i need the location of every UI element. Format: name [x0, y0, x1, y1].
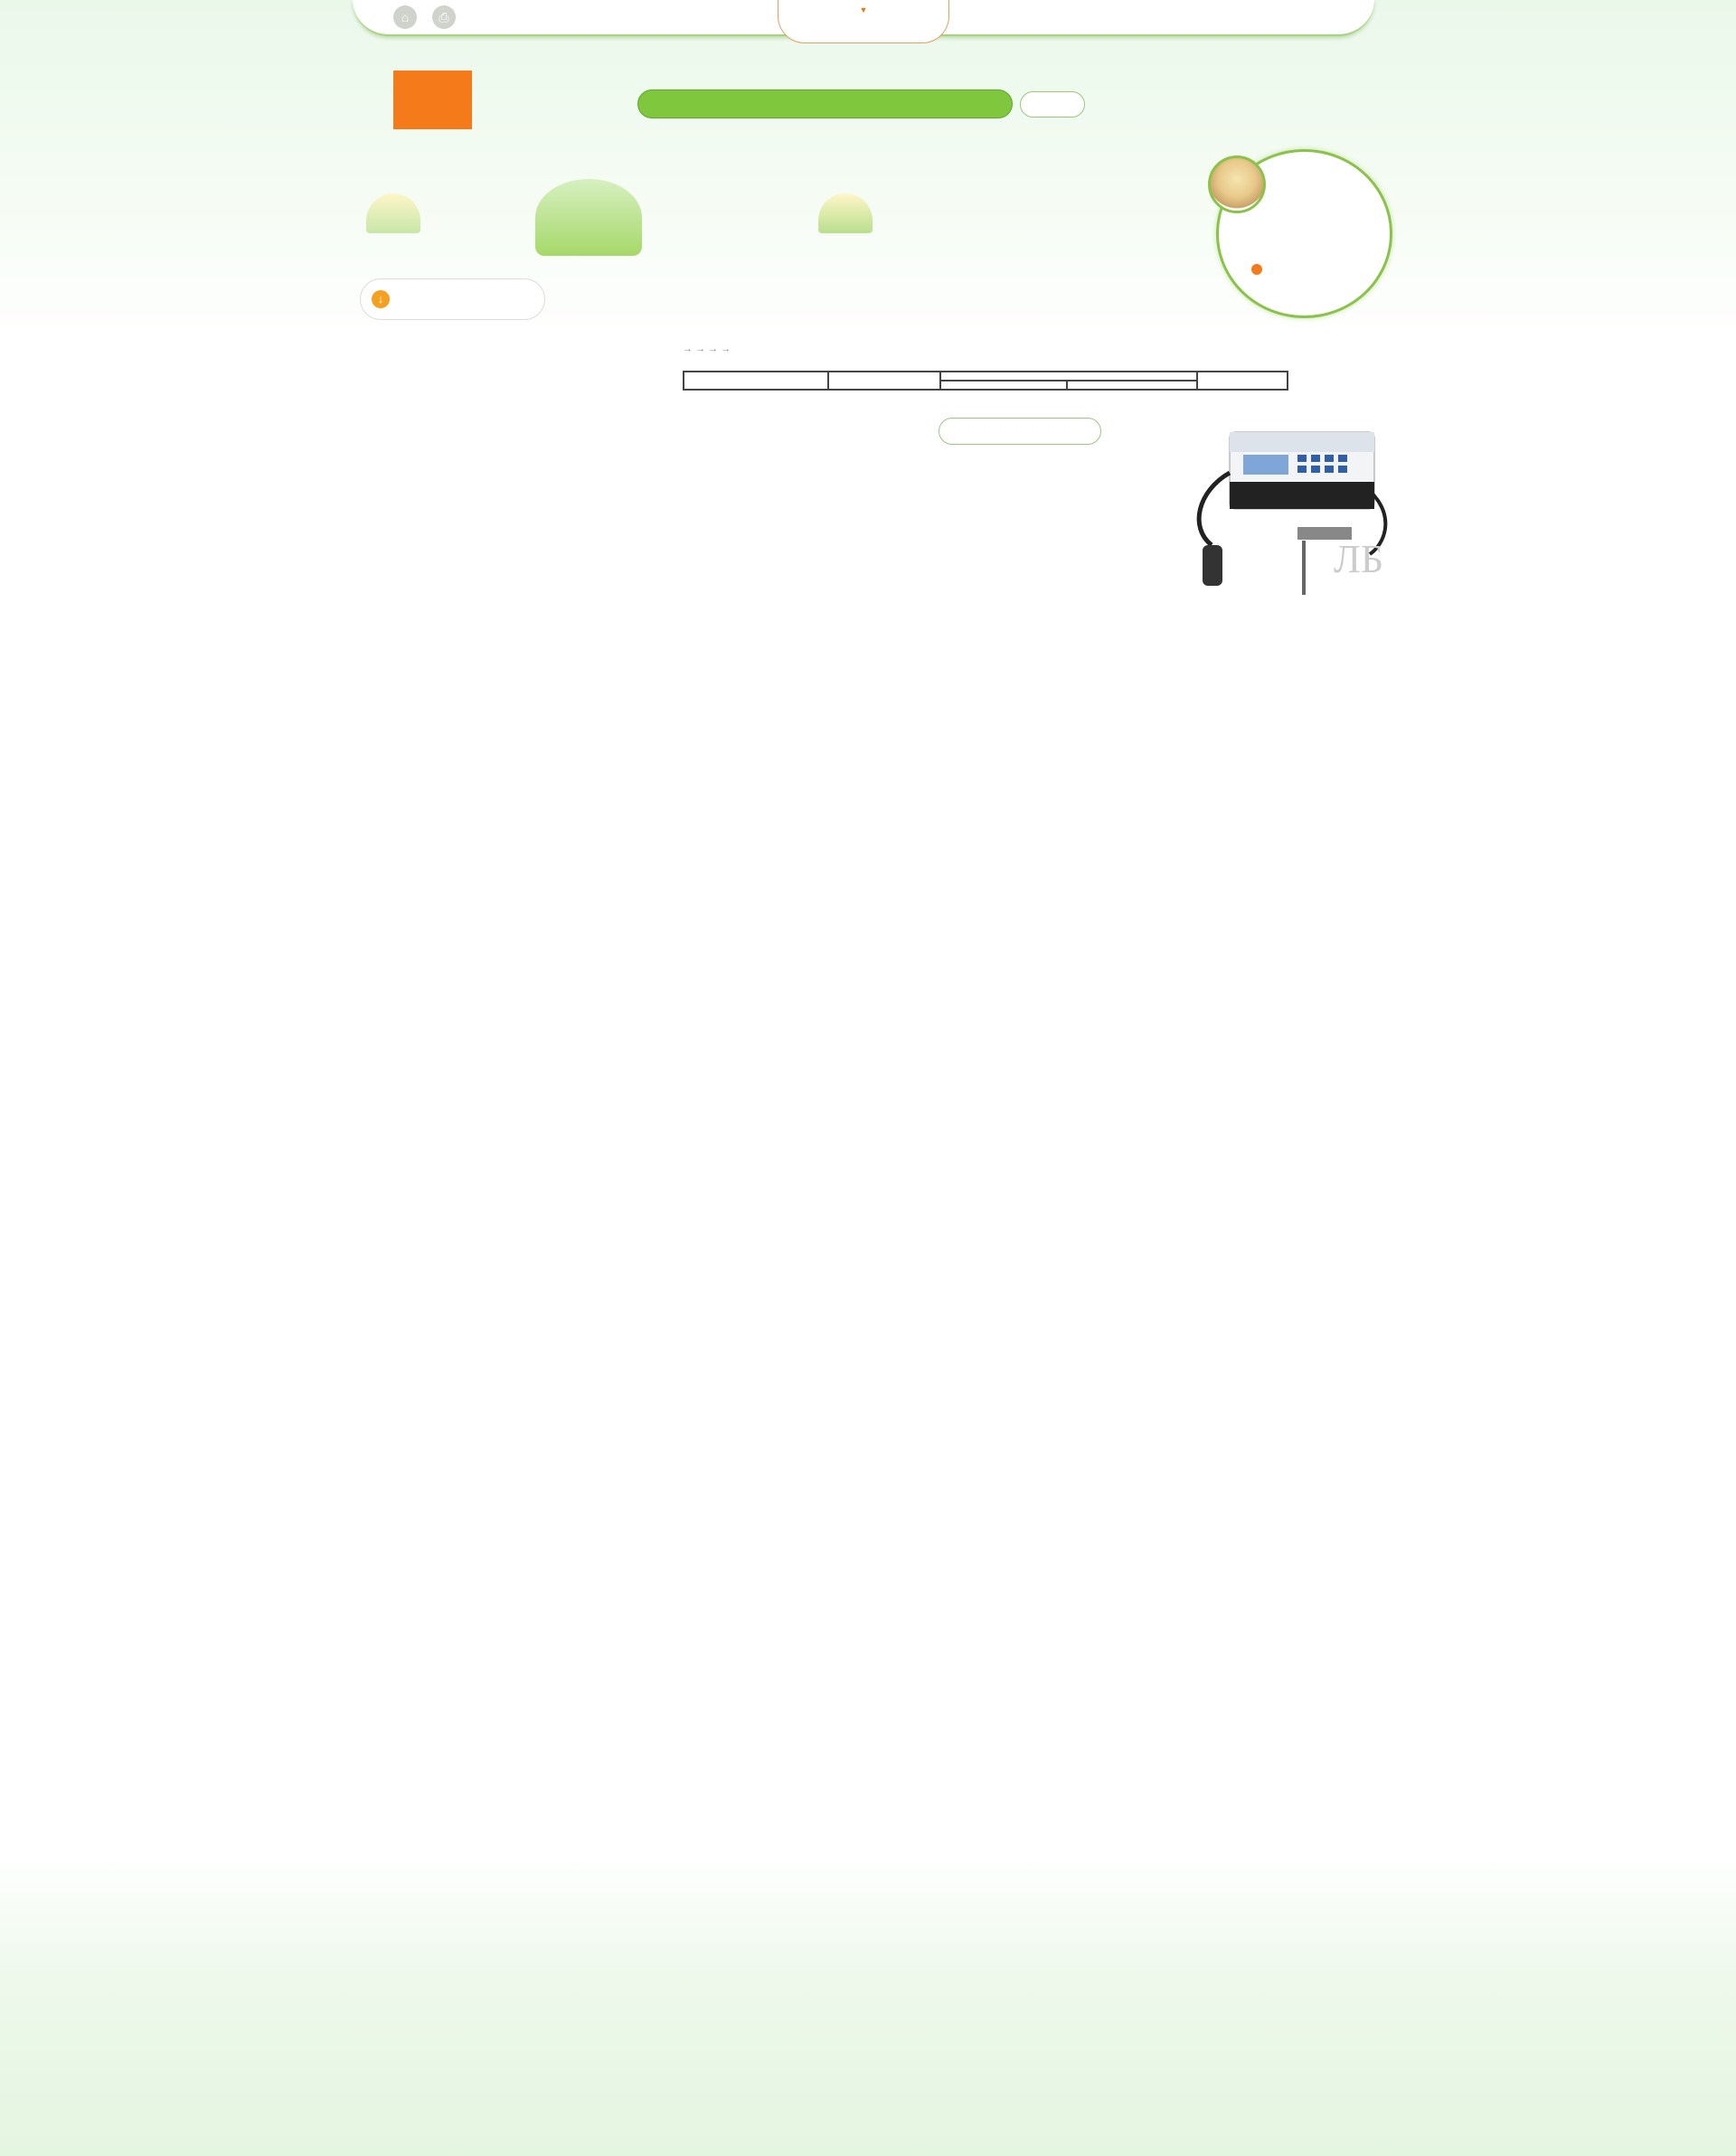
search-button[interactable]	[1020, 91, 1085, 118]
pricelist-download	[360, 278, 545, 320]
th-error	[940, 372, 1197, 381]
logo-mark	[393, 71, 472, 129]
catalog-sidebar	[339, 362, 637, 381]
spec-table	[683, 371, 1288, 391]
home-icon[interactable]: ⌂	[393, 5, 417, 29]
thematic-projects-tab[interactable]	[778, 0, 949, 43]
th-abs	[940, 381, 1067, 390]
main-content	[683, 342, 1397, 581]
top-bar	[353, 0, 1374, 36]
header-background	[0, 0, 1736, 344]
ask-question[interactable]	[1251, 262, 1268, 277]
th-component	[684, 372, 828, 390]
search-input[interactable]	[637, 89, 1013, 118]
th-range	[828, 372, 941, 390]
download-icon[interactable]: ↓	[372, 290, 390, 308]
price-row	[683, 418, 1397, 463]
th-division	[1197, 372, 1288, 390]
add-to-cart-button[interactable]	[939, 418, 1101, 445]
bullet-icon	[1251, 264, 1262, 275]
consultant-widget	[1216, 149, 1392, 318]
chevron-down-icon: ▼	[859, 5, 868, 14]
avatar	[1208, 155, 1266, 213]
breadcrumb: → → → →	[683, 344, 731, 354]
catalog-icon	[535, 179, 642, 256]
print-icon[interactable]: ⎙	[432, 5, 456, 29]
svg-text:ЛБ: ЛБ	[1334, 537, 1384, 581]
logo[interactable]	[393, 71, 472, 150]
footer-background	[0, 1853, 1736, 2156]
th-rel	[1067, 381, 1198, 390]
